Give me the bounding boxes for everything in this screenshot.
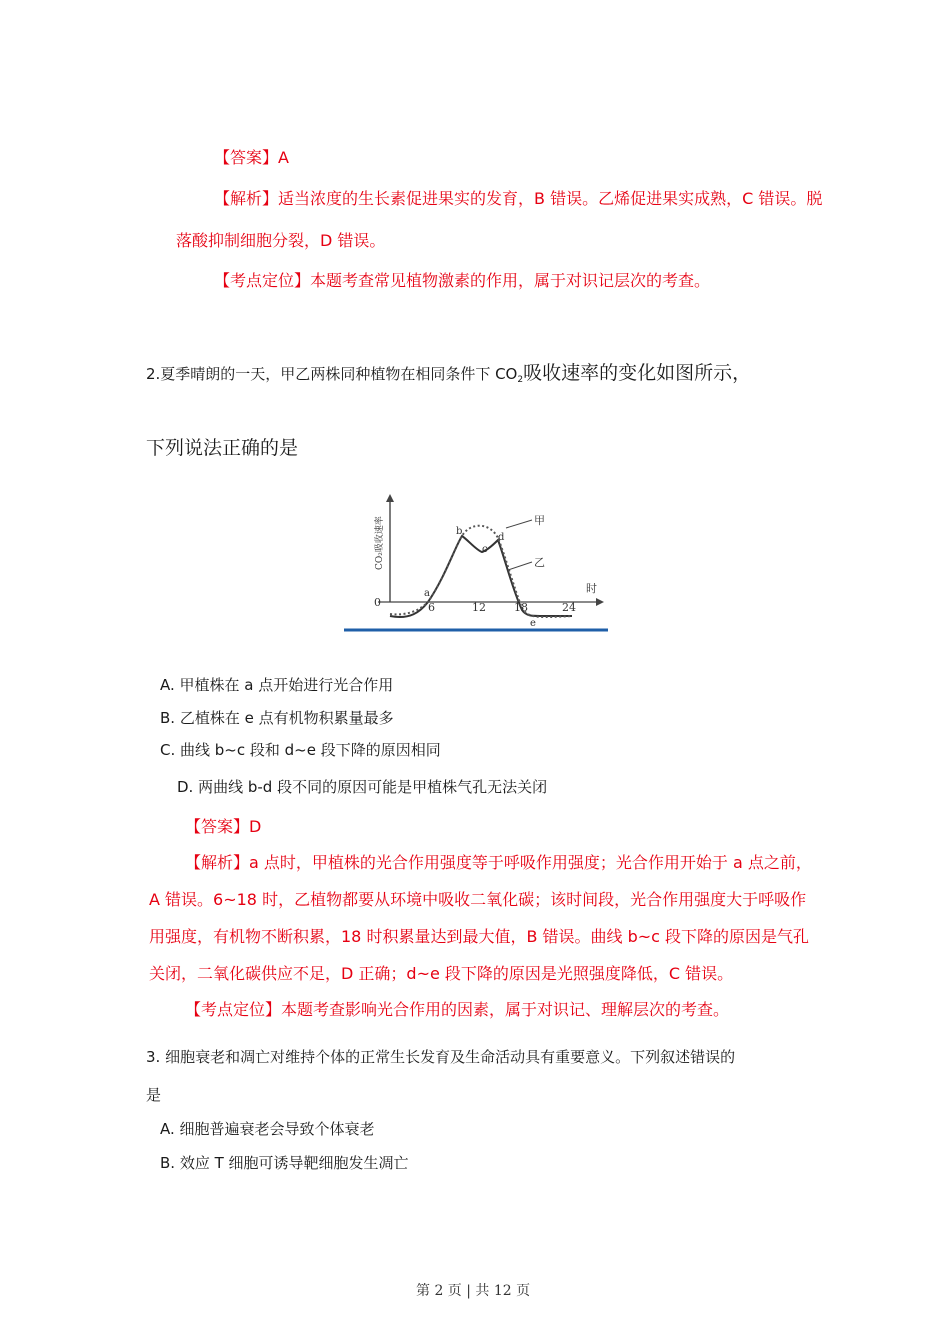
tick-24: 24: [562, 601, 576, 614]
x-axis-arrow-icon: [596, 598, 604, 606]
curve-yi-label: 乙: [534, 556, 545, 569]
q2-answer: 【答案】D: [185, 817, 262, 836]
q3-stem-line-1: 3. 细胞衰老和凋亡对维持个体的正常生长发育及生命活动具有重要意义。下列叙述错误的: [146, 1048, 736, 1066]
q3-option-a: A. 细胞普遍衰老会导致个体衰老: [160, 1120, 375, 1138]
q2-option-b: B. 乙植株在 e 点有机物积累量最多: [160, 709, 394, 727]
jia-pointer: [506, 520, 532, 528]
yi-pointer: [508, 562, 532, 570]
point-c: c: [482, 544, 488, 555]
q2-analysis-line-4: 关闭，二氧化碳供应不足，D 正确；d~e 段下降的原因是光照强度降低，C 错误。: [149, 964, 734, 983]
q1-knowledge-point: 【考点定位】本题考查常见植物激素的作用，属于对识记层次的考查。: [214, 271, 711, 290]
q2-option-d: D. 两曲线 b-d 段不同的原因可能是甲植株气孔无法关闭: [177, 778, 548, 796]
page-footer: 第 2 页 | 共 12 页: [416, 1283, 531, 1299]
q2-stem-line-2: 下列说法正确的是: [146, 437, 299, 459]
q2-option-c: C. 曲线 b~c 段和 d~e 段下降的原因相同: [160, 741, 441, 759]
q2-analysis-line-1: 【解析】a 点时，甲植株的光合作用强度等于呼吸作用强度；光合作用开始于 a 点之前，: [185, 853, 812, 872]
curve-jia-label: 甲: [534, 514, 545, 527]
q2-option-a: A. 甲植株在 a 点开始进行光合作用: [160, 676, 394, 694]
point-e: e: [530, 618, 536, 629]
y-axis-label: CO₂吸收速率: [375, 516, 385, 570]
q2-stem-line-1: [146, 358, 751, 385]
tick-18: 18: [514, 601, 528, 614]
point-d: d: [498, 532, 505, 543]
q3-stem-line-2: 是: [146, 1086, 162, 1104]
q1-answer: 【答案】A: [214, 148, 289, 167]
q2-stem-text-b: 吸收速率的变化如图所示，: [523, 362, 752, 384]
tick-12: 12: [472, 601, 486, 614]
y-axis-arrow-icon: [386, 494, 394, 502]
q2-knowledge-point: 【考点定位】本题考查影响光合作用的因素，属于对识记、理解层次的考查。: [185, 1000, 730, 1019]
q2-analysis-line-2: A 错误。6~18 时，乙植物都要从环境中吸收二氧化碳；该时间段，光合作用强度大于呼吸作: [149, 890, 807, 909]
q2-analysis-line-3: 用强度，有机物不断积累，18 时积累量达到最大值，B 错误。曲线 b~c 段下降的原因是气孔: [149, 927, 810, 946]
co2-rate-diagram: [340, 492, 612, 638]
x-axis-label: 时: [586, 582, 597, 595]
q3-option-b: B. 效应 T 细胞可诱导靶细胞发生凋亡: [160, 1154, 409, 1172]
point-a: a: [424, 588, 430, 599]
point-b: b: [456, 526, 463, 537]
zero-label: 0: [374, 596, 381, 609]
q2-stem-text-a: 2.夏季晴朗的一天，甲乙两株同种植物在相同条件下 CO: [146, 365, 518, 383]
q1-analysis-line-2: 落酸抑制细胞分裂，D 错误。: [176, 231, 386, 250]
co2-rate-figure: [340, 492, 612, 638]
co2-subscript: 2: [517, 375, 524, 385]
tick-6: 6: [428, 601, 435, 614]
q1-analysis-line-1: 【解析】适当浓度的生长素促进果实的发育，B 错误。乙烯促进果实成熟，C 错误。脱: [214, 189, 823, 208]
